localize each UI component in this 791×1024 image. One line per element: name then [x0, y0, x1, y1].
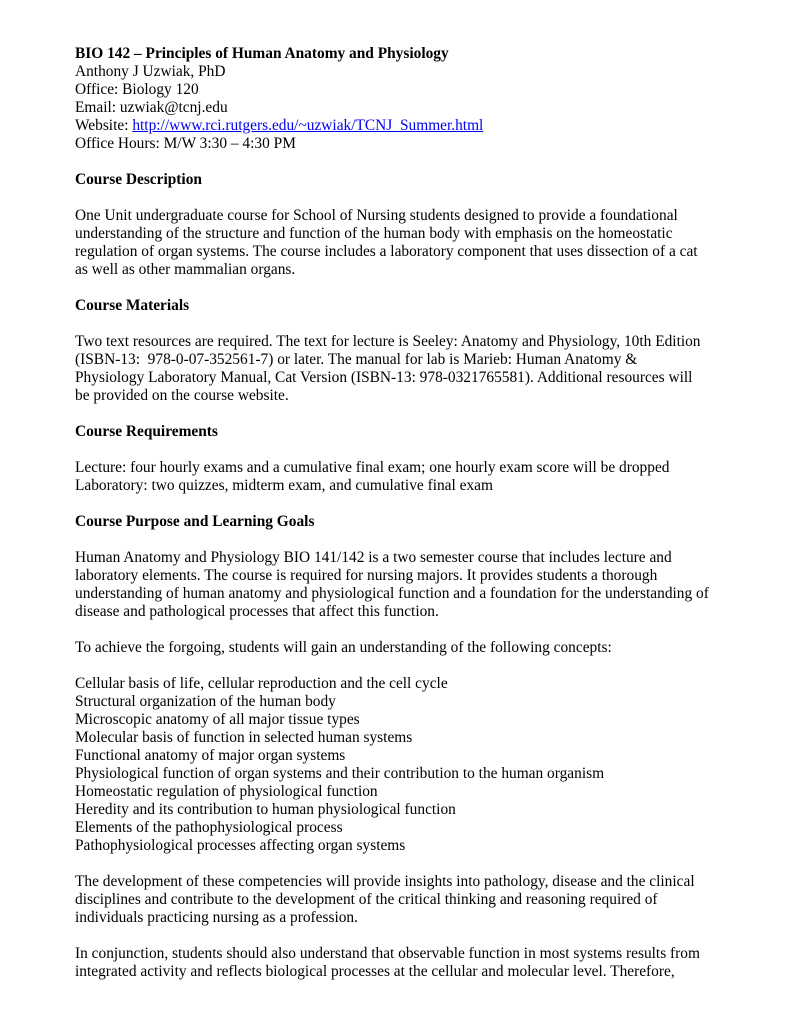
paragraph-line: integrated activity and reflects biological processes at the cellular and molecular level. Therefore, [75, 963, 675, 980]
paragraph-line: Human Anatomy and Physiology BIO 141/142 is a two semester course that includes lecture and [75, 549, 672, 566]
list-item: Cellular basis of life, cellular reproduction and the cell cycle [75, 675, 448, 692]
paragraph-line: understanding of the structure and function of the human body with emphasis on the homeostatic [75, 225, 673, 242]
course-header [75, 45, 731, 153]
paragraph-line: disciplines and contribute to the development of the critical thinking and reasoning required of [75, 891, 658, 908]
paragraph-line: as well as other mammalian organs. [75, 261, 296, 278]
list-item: Homeostatic regulation of physiological function [75, 783, 378, 800]
concepts-lead-in: To achieve the forgoing, students will gain an understanding of the following concepts: [75, 639, 612, 656]
paragraph-line: understanding of human anatomy and physiological function and a foundation for the understanding of [75, 585, 709, 602]
paragraph-line: regulation of organ systems. The course includes a laboratory component that uses dissection of a cat [75, 243, 698, 260]
section-heading: Course Materials [75, 297, 190, 314]
list-item: Microscopic anatomy of all major tissue types [75, 711, 360, 728]
paragraph-line: disease and pathological processes that affect this function. [75, 603, 439, 620]
list-item: Elements of the pathophysiological process [75, 819, 343, 836]
course-title: BIO 142 – Principles of Human Anatomy and Physiology [75, 45, 449, 62]
paragraph-line: Laboratory: two quizzes, midterm exam, and cumulative final exam [75, 477, 493, 494]
website-link[interactable]: http://www.rci.rutgers.edu/~uzwiak/TCNJ_Summer.html [132, 117, 484, 134]
paragraph-line: laboratory elements. The course is required for nursing majors. It provides students a thorough [75, 567, 658, 584]
concepts-list [75, 675, 731, 855]
paragraph-line: In conjunction, students should also understand that observable function in most systems results from [75, 945, 700, 962]
paragraph-line: One Unit undergraduate course for School of Nursing students designed to provide a foundational [75, 207, 678, 224]
section-heading: Course Requirements [75, 423, 218, 440]
section-heading: Course Description [75, 171, 202, 188]
course-materials-section [75, 297, 731, 405]
paragraph-line: individuals practicing nursing as a profession. [75, 909, 358, 926]
list-item: Structural organization of the human body [75, 693, 336, 710]
course-requirements-section [75, 423, 731, 495]
office-location: Office: Biology 120 [75, 81, 199, 98]
paragraph-line: Lecture: four hourly exams and a cumulative final exam; one hourly exam score will be dropped [75, 459, 670, 476]
list-item: Pathophysiological processes affecting organ systems [75, 837, 406, 854]
learning-goals-section [75, 513, 731, 981]
office-hours: Office Hours: M/W 3:30 – 4:30 PM [75, 135, 296, 152]
instructor-name: Anthony J Uzwiak, PhD [75, 63, 226, 80]
paragraph-line: Physiology Laboratory Manual, Cat Version (ISBN-13: 978-0321765581). Additional resources will [75, 369, 693, 386]
list-item: Heredity and its contribution to human physiological function [75, 801, 456, 818]
course-description-section [75, 171, 731, 279]
paragraph-line: (ISBN-13: 978-0-07-352561-7) or later. The manual for lab is Marieb: Human Anatomy & [75, 351, 638, 368]
email-line: Email: uzwiak@tcnj.edu [75, 99, 228, 116]
paragraph-line: Two text resources are required. The text for lecture is Seeley: Anatomy and Physiology, 10th Edition [75, 333, 701, 350]
list-item: Molecular basis of function in selected human systems [75, 729, 413, 746]
website-line [75, 117, 731, 135]
list-item: Functional anatomy of major organ systems [75, 747, 346, 764]
paragraph-line: The development of these competencies will provide insights into pathology, disease and the clinical [75, 873, 695, 890]
paragraph-line: be provided on the course website. [75, 387, 289, 404]
list-item: Physiological function of organ systems and their contribution to the human organism [75, 765, 605, 782]
website-label: Website: [75, 117, 133, 134]
section-heading: Course Purpose and Learning Goals [75, 513, 315, 530]
